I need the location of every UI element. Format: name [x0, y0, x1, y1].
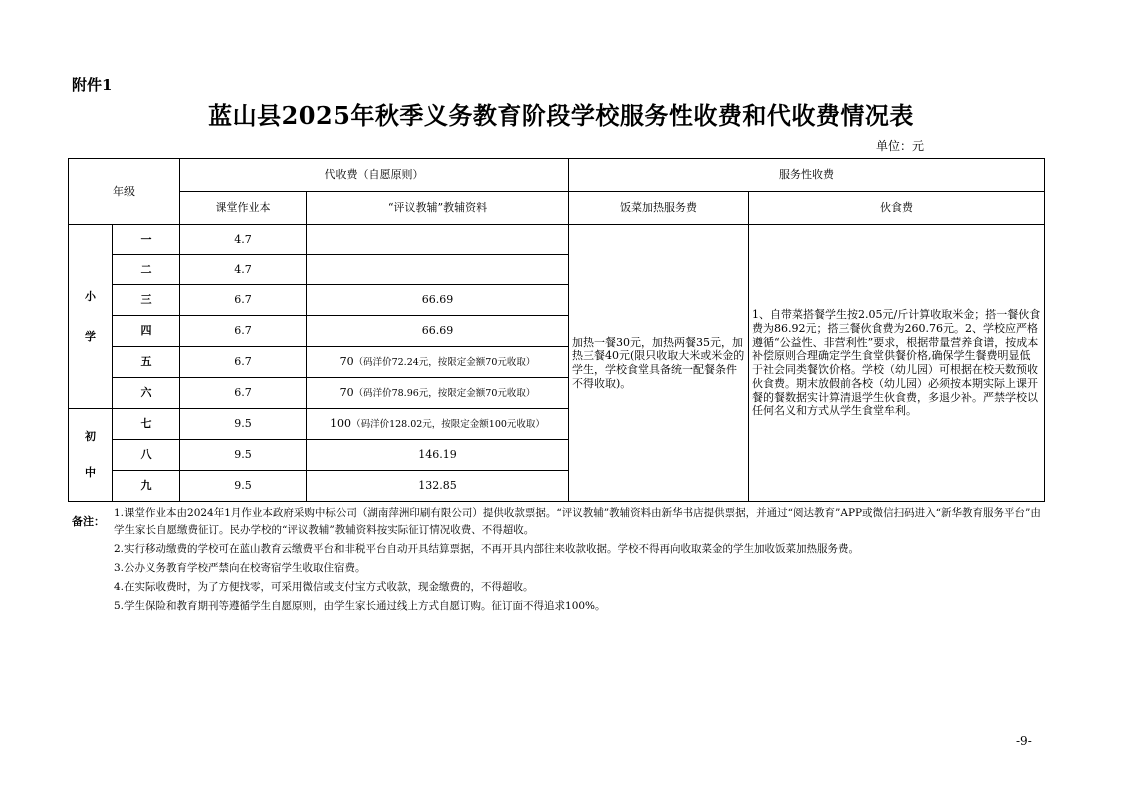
- homework-cell: 4.7: [180, 225, 307, 255]
- notes-list: [114, 505, 1044, 617]
- homework-cell: 6.7: [180, 316, 307, 347]
- table-row: [69, 225, 1045, 255]
- document-title: 蓝山县2025年秋季义务教育阶段学校服务性收费和代收费情况表: [208, 101, 914, 130]
- note-item: 2.实行移动缴费的学校可在蓝山教育云缴费平台和非税平台自动开具结算票据，不再开具内部往来收款收据。学校不得再向收取菜金的学生加收饭菜加热服务费。: [114, 543, 860, 555]
- homework-cell: 9.5: [180, 471, 307, 502]
- header-service-group: 服务性收费: [569, 159, 1045, 192]
- header-collection-group: 代收费（自愿原则）: [180, 159, 569, 192]
- materials-value: 100: [330, 417, 352, 431]
- header-homework: 课堂作业本: [180, 192, 307, 225]
- homework-cell: 6.7: [180, 285, 307, 316]
- materials-value: 66.69: [421, 293, 454, 307]
- header-row-2: [69, 192, 1045, 225]
- materials-cell: [307, 255, 569, 285]
- materials-cell: [307, 409, 569, 440]
- notes-label: 备注：: [72, 515, 105, 528]
- materials-cell: [307, 225, 569, 255]
- materials-value: 70: [339, 386, 354, 400]
- materials-value: 132.85: [418, 479, 457, 493]
- note-item: 4.在实际收费时，为了方便找零，可采用微信或支付宝方式收款，现金缴费的，不得超收。: [114, 581, 534, 593]
- note-item: 3.公办义务教育学校严禁向在校寄宿学生收取住宿费。: [114, 562, 366, 574]
- page-number: -9-: [1016, 734, 1032, 748]
- homework-cell: 6.7: [180, 347, 307, 378]
- homework-cell: 4.7: [180, 255, 307, 285]
- grade-cell: 七: [113, 409, 180, 440]
- materials-cell: [307, 440, 569, 471]
- materials-cell: [307, 285, 569, 316]
- materials-cell: [307, 347, 569, 378]
- header-grade: 年级: [69, 159, 180, 225]
- materials-cell: [307, 316, 569, 347]
- section-junior: [69, 409, 113, 502]
- materials-value: 70: [339, 355, 354, 369]
- section-junior-char-1: 初: [85, 430, 96, 444]
- attachment-label: 附件1: [72, 76, 113, 94]
- grade-cell: 一: [113, 225, 180, 255]
- materials-value: 146.19: [418, 448, 457, 462]
- header-row-1: [69, 159, 1045, 192]
- unit-label: 单位：元: [876, 139, 925, 153]
- homework-cell: 9.5: [180, 440, 307, 471]
- fee-table: [68, 158, 1045, 502]
- note-item: 1.课堂作业本由2024年1月作业本政府采购中标公司（湖南萍洲印刷有限公司）提供收款票据。“评议教辅”教辅资料由新华书店提供票据，并通过“阅达教育”APP或微信扫码进入“新华教育服务平台”由学生家长自愿缴费征订。民办学校的“评议教辅”教辅资料按实际征订情况收费、不得超收。: [114, 507, 1041, 536]
- grade-cell: 四: [113, 316, 180, 347]
- materials-note: （码洋价78.96元，按限定金额70元收取）: [353, 388, 536, 400]
- grade-cell: 八: [113, 440, 180, 471]
- section-primary: [69, 225, 113, 409]
- materials-note: （码洋价128.02元，按限定金额100元收取）: [351, 419, 545, 431]
- grade-cell: 二: [113, 255, 180, 285]
- grade-cell: 六: [113, 378, 180, 409]
- header-meals: 伙食费: [749, 192, 1045, 225]
- heating-description: 加热一餐30元，加热两餐35元，加热三餐40元(限只收取大米或米金的学生，学校食堂具备统一配餐条件不得收取)。: [569, 225, 749, 502]
- homework-cell: 6.7: [180, 378, 307, 409]
- homework-cell: 9.5: [180, 409, 307, 440]
- grade-cell: 三: [113, 285, 180, 316]
- section-primary-char-2: 学: [85, 329, 96, 343]
- materials-cell: [307, 378, 569, 409]
- grade-cell: 九: [113, 471, 180, 502]
- header-heating: 饭菜加热服务费: [569, 192, 749, 225]
- note-item: 5.学生保险和教育期刊等遵循学生自愿原则，由学生家长通过线上方式自愿订购。征订面不得追求100%。: [114, 600, 606, 612]
- section-primary-char-1: 小: [85, 289, 96, 303]
- grade-cell: 五: [113, 347, 180, 378]
- section-junior-char-2: 中: [85, 466, 96, 479]
- materials-value: 66.69: [421, 324, 454, 338]
- header-materials: “评议教辅”教辅资料: [307, 192, 569, 225]
- materials-cell: [307, 471, 569, 502]
- materials-note: （码洋价72.24元，按限定金额70元收取）: [353, 357, 536, 369]
- meals-description: 1、自带菜搭餐学生按2.05元/斤计算收取米金；搭一餐伙食费为86.92元；搭三餐伙食费为260.76元。2、学校应严格遵循“公益性、非营利性”要求，根据带量营养食谱，按成本补偿原则合理确定学生食堂供餐价格,确保学生餐费明显低于社会同类餐饮价格。学校（幼儿园）可根据在校天数预收伙食费。期末放假前各校（幼儿园）必须按本期实际上课开餐的餐数据实计算清退学生伙食费，多退少补。严禁学校以任何名义和方式从学生食堂牟利。: [749, 225, 1045, 502]
